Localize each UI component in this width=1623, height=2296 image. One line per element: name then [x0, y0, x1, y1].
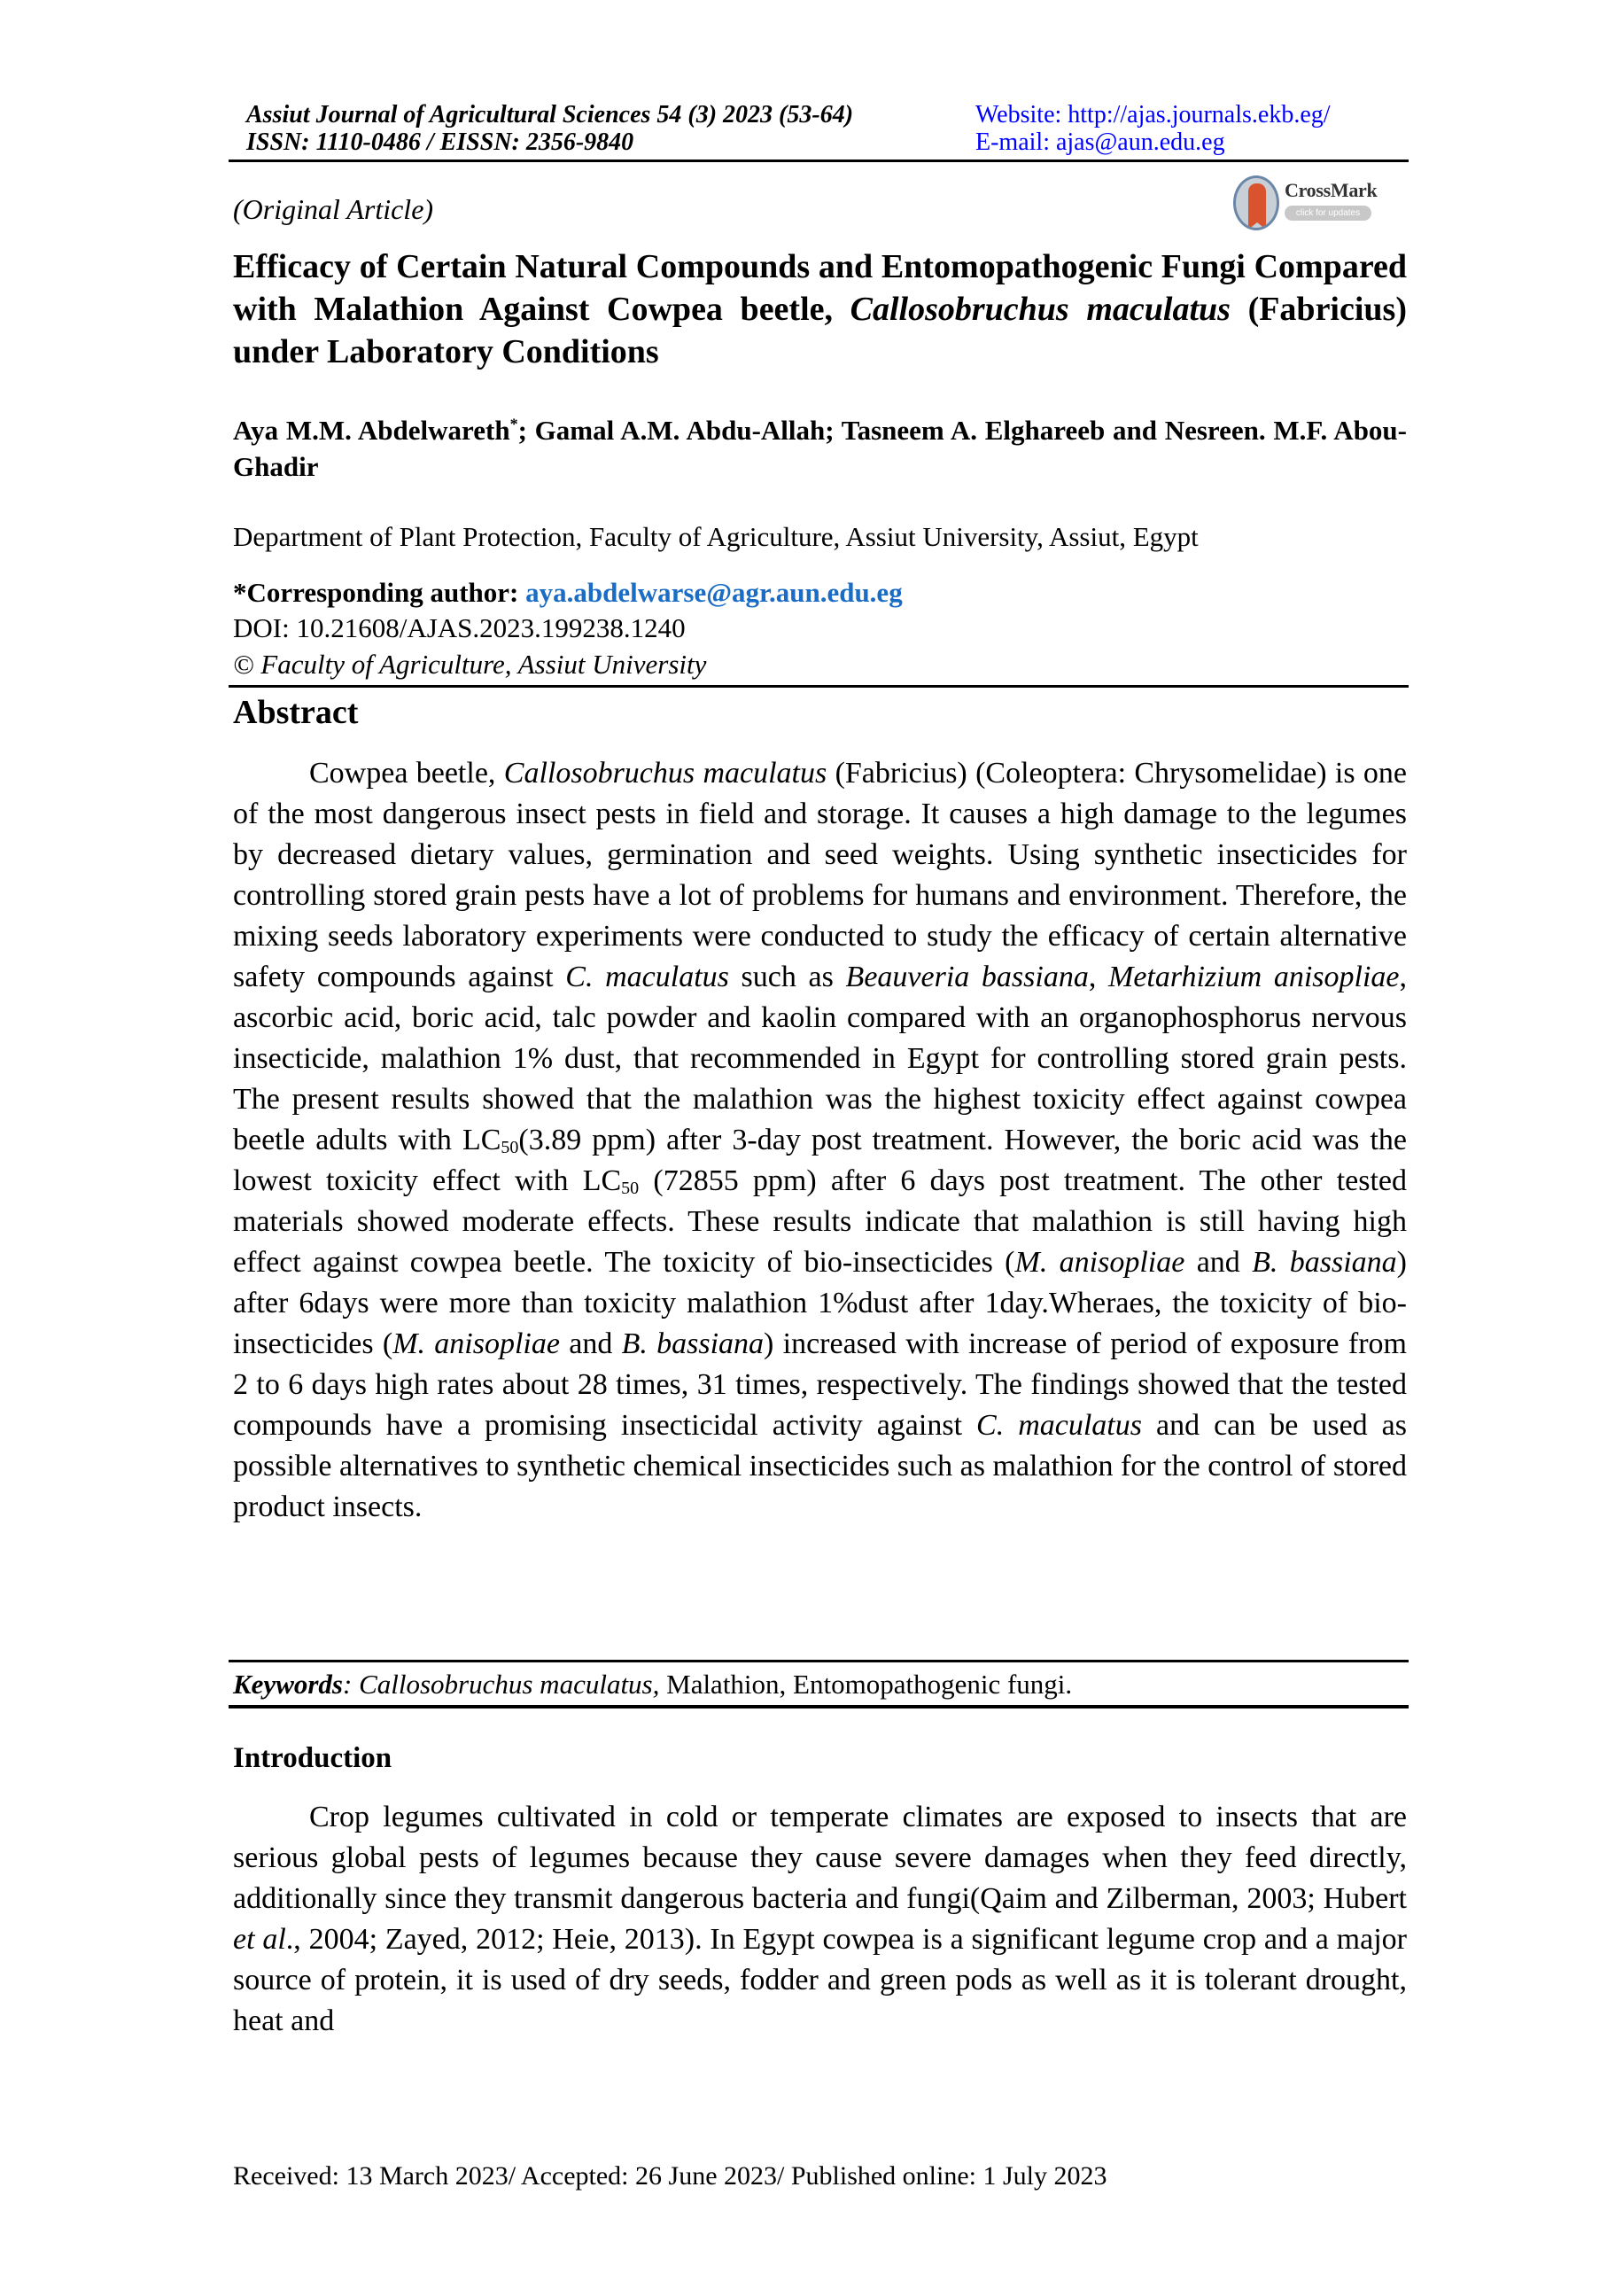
text-run: ) increased with increase of period of exposure from 2 to 6 days high rates about 28 times, 31 times, respectively. The findings showed that the tested compounds have a promising insecticidal activity against — [233, 1327, 1408, 1442]
italic-term: C. maculatus — [565, 961, 729, 993]
article-title — [233, 245, 1407, 373]
text-run: Cowpea beetle, — [309, 757, 504, 790]
author-first: Aya M.M. Abdelwareth — [233, 415, 510, 446]
text-run: and — [1184, 1246, 1253, 1279]
abstract-divider — [229, 685, 1409, 688]
italic-term: B. bassiana — [621, 1327, 765, 1360]
subscript: 50 — [621, 1179, 640, 1198]
crossmark-update-button[interactable]: click for updates — [1285, 206, 1371, 221]
abstract-body — [233, 753, 1407, 1528]
journal-header — [246, 101, 853, 156]
corresponding-email-link[interactable]: aya.abdelwarse@agr.aun.edu.eg — [525, 577, 903, 608]
crossmark-badge[interactable] — [1233, 175, 1384, 234]
text-run: (Fabricius) (Coleoptera: Chrysomelidae) is one of the most dangerous insect pests in field and storage. It causes a high damage to the legumes by decreased dietary values, germination and seed weights. Using synthetic insecticides for controlling stored grain pests have a lot of problems for humans and environment. Therefore, the mixing seeds laboratory experiments were conducted to study the efficacy of certain alternative safety compounds against — [233, 757, 1407, 993]
journal-website-link[interactable]: Website: http://ajas.journals.ekb.eg/ — [975, 101, 1331, 128]
keywords-label: Keywords — [233, 1669, 343, 1700]
abstract-heading: Abstract — [233, 694, 359, 731]
journal-issn: ISSN: 1110-0486 / EISSN: 2356-9840 — [246, 128, 634, 156]
italic-term: M. anisopliae — [392, 1327, 560, 1360]
crossmark-label: CrossMark — [1285, 179, 1378, 201]
italic-term: M. anisopliae — [1014, 1246, 1185, 1279]
text-run: , — [1088, 961, 1109, 993]
italic-term: Callosobruchus maculatus — [503, 757, 827, 790]
corresponding-author — [233, 576, 903, 610]
text-run: (3.89 ppm) after 3-day post treatment. However, the boric acid was the lowest toxicity effect with LC — [233, 1124, 1407, 1197]
article-type: (Original Article) — [233, 193, 434, 225]
keywords-separator: : — [343, 1669, 360, 1700]
keywords-rest: Malathion, Entomopathogenic fungi. — [659, 1669, 1073, 1700]
copyright: © Faculty of Agriculture, Assiut University — [233, 649, 707, 680]
crossmark-icon — [1233, 175, 1279, 230]
journal-citation: Assiut Journal of Agricultural Sciences 54 (3) 2023 (53-64) — [246, 101, 854, 128]
italic-term: B. bassiana — [1252, 1246, 1397, 1279]
introduction-paragraph — [233, 1797, 1407, 2042]
author-others: ; Gamal A.M. Abdu-Allah; Tasneem A. Elghareeb and Nesreen. M.F. Abou-Ghadir — [233, 415, 1407, 482]
text-run: (72855 ppm) after 6 days post treatment. The other tested materials showed moderate effects. These results indicate that malathion is still having high effect against cowpea beetle. The toxicity of bio-insecticides ( — [233, 1164, 1408, 1279]
text-run: ., 2004; Zayed, 2012; Heie, 2013). In Egypt cowpea is a significant legume crop and a major source of protein, it is used of dry seeds, fodder and green pods as well as it is tolerant drought, heat and — [233, 1923, 1407, 2037]
journal-contact — [975, 101, 1331, 156]
italic-term: et al — [233, 1923, 286, 1956]
text-run: , ascorbic acid, boric acid, talc powder and kaolin compared with an organophosphorus nervous insecticide, malathion 1% dust, that recommended in Egypt for controlling stored grain pests. The present results showed that the malathion was the highest toxicity effect against cowpea beetle adults with LC — [233, 961, 1407, 1156]
title-text-end: (Fabricius) under Laboratory Conditions — [233, 291, 1407, 370]
keywords-bottom-divider — [229, 1705, 1409, 1708]
text-run: Crop legumes cultivated in cold or temperate climates are exposed to insects that are serious global pests of legumes because they cause severe damages when they feed directly, additionally since they transmit dangerous bacteria and fungi(Qaim and Zilberman, 2003; Hubert — [233, 1801, 1407, 1915]
affiliation: Department of Plant Protection, Faculty of Agriculture, Assiut University, Assiut, Egypt — [233, 521, 1199, 552]
italic-term: Beauveria bassiana — [845, 961, 1089, 993]
italic-term: C. maculatus — [976, 1409, 1142, 1442]
doi[interactable]: DOI: 10.21608/AJAS.2023.199238.1240 — [233, 612, 686, 643]
journal-email-link[interactable]: E-mail: ajas@aun.edu.eg — [975, 128, 1225, 156]
text-run: ) after 6days were more than toxicity malathion 1%dust after 1day.Wheraes, the toxicity of bio-insecticides ( — [233, 1246, 1407, 1360]
author-list — [233, 412, 1407, 485]
corresponding-label: *Corresponding author: — [233, 577, 526, 608]
introduction-heading: Introduction — [233, 1742, 392, 1774]
keyword-species: Callosobruchus maculatus, — [359, 1669, 660, 1700]
title-text: Efficacy of Certain Natural Compounds and Entomopathogenic Fungi Compared with Malathion Against Cowpea beetle, — [233, 248, 1407, 328]
keywords — [233, 1668, 1072, 1701]
corresponding-mark: * — [509, 415, 518, 433]
publication-dates: Received: 13 March 2023/ Accepted: 26 June 2023/ Published online: 1 July 2023 — [233, 2161, 1107, 2191]
keywords-top-divider — [229, 1660, 1409, 1662]
italic-term: Metarhizium anisopliae — [1108, 961, 1400, 993]
subscript: 50 — [501, 1138, 519, 1157]
abstract-paragraph — [233, 753, 1407, 1528]
text-run: and — [559, 1327, 622, 1360]
text-run: and can be used as possible alternatives to synthetic chemical insecticides such as malathion for the control of stored product insects. — [233, 1409, 1407, 1523]
introduction-body — [233, 1797, 1407, 2042]
title-species: Callosobruchus maculatus — [850, 291, 1231, 328]
header-divider — [229, 160, 1409, 162]
text-run: such as — [728, 961, 846, 993]
